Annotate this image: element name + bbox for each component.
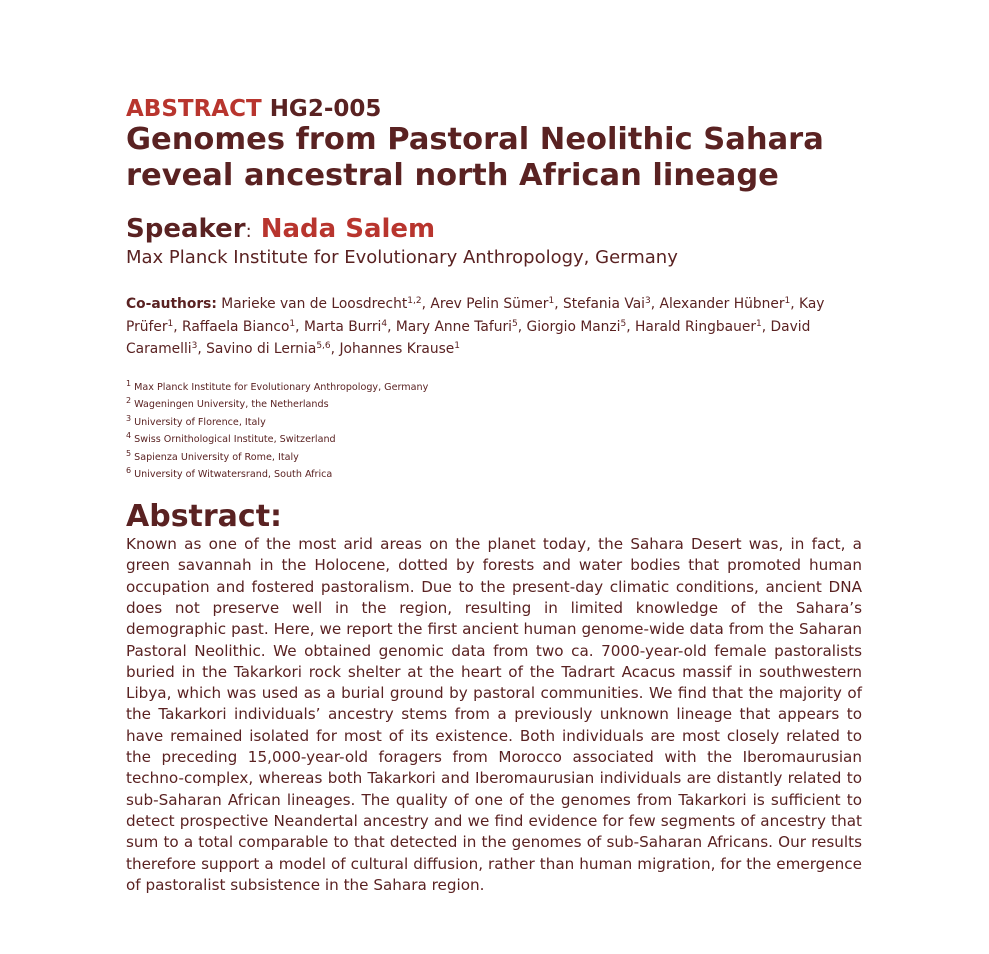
coauthor-name: Marieke van de Loosdrecht [221, 296, 408, 312]
footnote-number: 6 [126, 466, 132, 476]
footnote-number: 4 [126, 431, 132, 441]
speaker-affiliation: Max Planck Institute for Evolutionary Anthropology, Germany [126, 247, 678, 268]
coauthor-affiliation-ref: 1 [784, 296, 791, 306]
coauthor-name: Arev Pelin Sümer [430, 296, 549, 312]
coauthor [563, 296, 651, 312]
coauthor-name: Harald Ringbauer [635, 318, 756, 335]
footnote-number: 3 [126, 413, 132, 423]
coauthors [126, 293, 856, 361]
abstract-body: Known as one of the most arid areas on the planet today, the Sahara Desert was, in fact, a green savannah in the Holocene, dotted by forests and water bodies that promoted human occupation and fostered pastoralism. Due to the present-day climatic conditions, ancient DNA does not preserve well in the region, resulting in limited knowledge of the Sahara’s demographic past. Here, we report the first ancient human genome-wide data from the Saharan Pastoral Neolithic. We obtained genomic data from two ca. 7000-year-old female pastoralists buried in the Takarkori rock shelter at the heart of the Tadrart Acacus massif in southwestern Libya, which was used as a burial ground by pastoral communities. We find that the majority of the Takarkori individuals’ ancestry stems from a previously unknown lineage that appears to have remained isolated for most of its existence. Both individuals are most closely related to the preceding 15,000-year-old foragers from Morocco associated with the Iberomaurusian techno-complex, whereas both Takarkori and Iberomaurusian individuals are distantly related to sub-Saharan African lineages. The quality of one of the genomes from Takarkori is sufficient to detect prospective Neandertal ancestry and we find evidence for few segments of ancestry that sum to a total comparable to that detected in the genomes of sub-Saharan Africans. Our results therefore support a model of cultural diffusion, rather than human migration, for the emergence of pastoralist subsistence in the Sahara region. [126, 535, 862, 894]
speaker-line [126, 214, 862, 247]
coauthor-name: Johannes Krause [339, 341, 455, 357]
coauthor-name: Savino di Lernia [206, 341, 317, 357]
footnote-number: 5 [126, 448, 132, 458]
coauthor [430, 296, 554, 312]
affiliation-footnote [126, 431, 862, 449]
footnote-text: University of Florence, Italy [131, 416, 266, 428]
coauthor [182, 319, 295, 335]
speaker-label: Speaker [126, 214, 246, 244]
abstract-heading: Abstract: [126, 499, 283, 535]
affiliation-footnote [126, 466, 862, 484]
coauthor [396, 319, 518, 335]
coauthor [527, 319, 627, 335]
footnote-text: Sapienza University of Rome, Italy [131, 451, 299, 463]
speaker-name: Nada Salem [260, 214, 436, 244]
abstract-page [126, 96, 862, 896]
coauthor-affiliation-ref: 3 [645, 296, 651, 306]
affiliation-footnote [126, 414, 862, 432]
footnote-number: 1 [126, 378, 132, 388]
coauthor-affiliation-ref: 1 [756, 318, 762, 329]
coauthor-affiliation-ref: 5 [511, 318, 518, 329]
footnote-number: 2 [126, 396, 132, 406]
coauthor [339, 341, 460, 357]
coauthor-name: Raffaela Bianco [182, 318, 290, 335]
affiliation-footnote [126, 379, 862, 397]
coauthor-affiliation-ref: 3 [191, 341, 198, 351]
coauthor-name: Kay Prüfer [126, 296, 825, 335]
coauthor-affiliation-ref: 5,6 [316, 341, 331, 351]
affiliation-footnote [126, 396, 862, 414]
coauthor-affiliation-ref: 1,2 [407, 296, 422, 306]
footnote-text: Max Planck Institute for Evolutionary Anthropology, Germany [131, 381, 429, 393]
coauthor-name: Alexander Hübner [659, 296, 785, 312]
coauthor [206, 341, 330, 357]
coauthor-affiliation-ref: 1 [167, 318, 174, 329]
coauthor-affiliation-ref: 1 [289, 318, 296, 329]
abstract-title: Genomes from Pastoral Neolithic Sahara reveal ancestral north African lineage [126, 122, 824, 193]
footnote-text: Swiss Ornithological Institute, Switzerland [131, 434, 336, 446]
coauthor [660, 296, 791, 312]
coauthor-name: Mary Anne Tafuri [395, 318, 512, 335]
coauthor-name: David Caramelli [126, 318, 811, 357]
coauthors-label: Co-authors: [126, 296, 217, 312]
abstract-code: HG2-005 [269, 96, 382, 122]
coauthor [304, 319, 387, 335]
footnote-text: University of Witwatersrand, South Africa [131, 469, 333, 481]
coauthor-affiliation-ref: 5 [620, 318, 627, 329]
footnote-text: Wageningen University, the Netherlands [131, 399, 329, 411]
speaker-separator: : [245, 221, 252, 242]
coauthor-affiliation-ref: 4 [381, 318, 388, 329]
affiliation-footnotes [126, 379, 862, 485]
coauthor-name: Marta Burri [303, 318, 382, 335]
coauthor-name: Stefania Vai [562, 296, 646, 312]
coauthor-affiliation-ref: 1 [548, 296, 555, 306]
coauthor-name: Giorgio Manzi [526, 318, 621, 335]
coauthor [635, 319, 762, 335]
abstract-id [126, 96, 862, 122]
coauthor-list: Marieke van de Loosdrecht$^{1,2}$, Arev Pelin Sümer$^1$, Stefania Vai$^3$, Alexander Hübner$^1$, Kay Prüfer$^1$, Raffaela Bianco$^1$, Marta Burri$^4$, Mary Anne Tafuri$^5$, Giorgio Manzi$^5$, Harald Ringbauer$^1$, David Caramelli$^3$, Savino di Lernia$^{5,6}$, Johannes Krause$^1$ [126, 296, 825, 357]
coauthor [221, 296, 421, 312]
coauthor-affiliation-ref: 1 [454, 341, 461, 351]
abstract-label: ABSTRACT [126, 96, 262, 122]
affiliation-footnote [126, 449, 862, 467]
